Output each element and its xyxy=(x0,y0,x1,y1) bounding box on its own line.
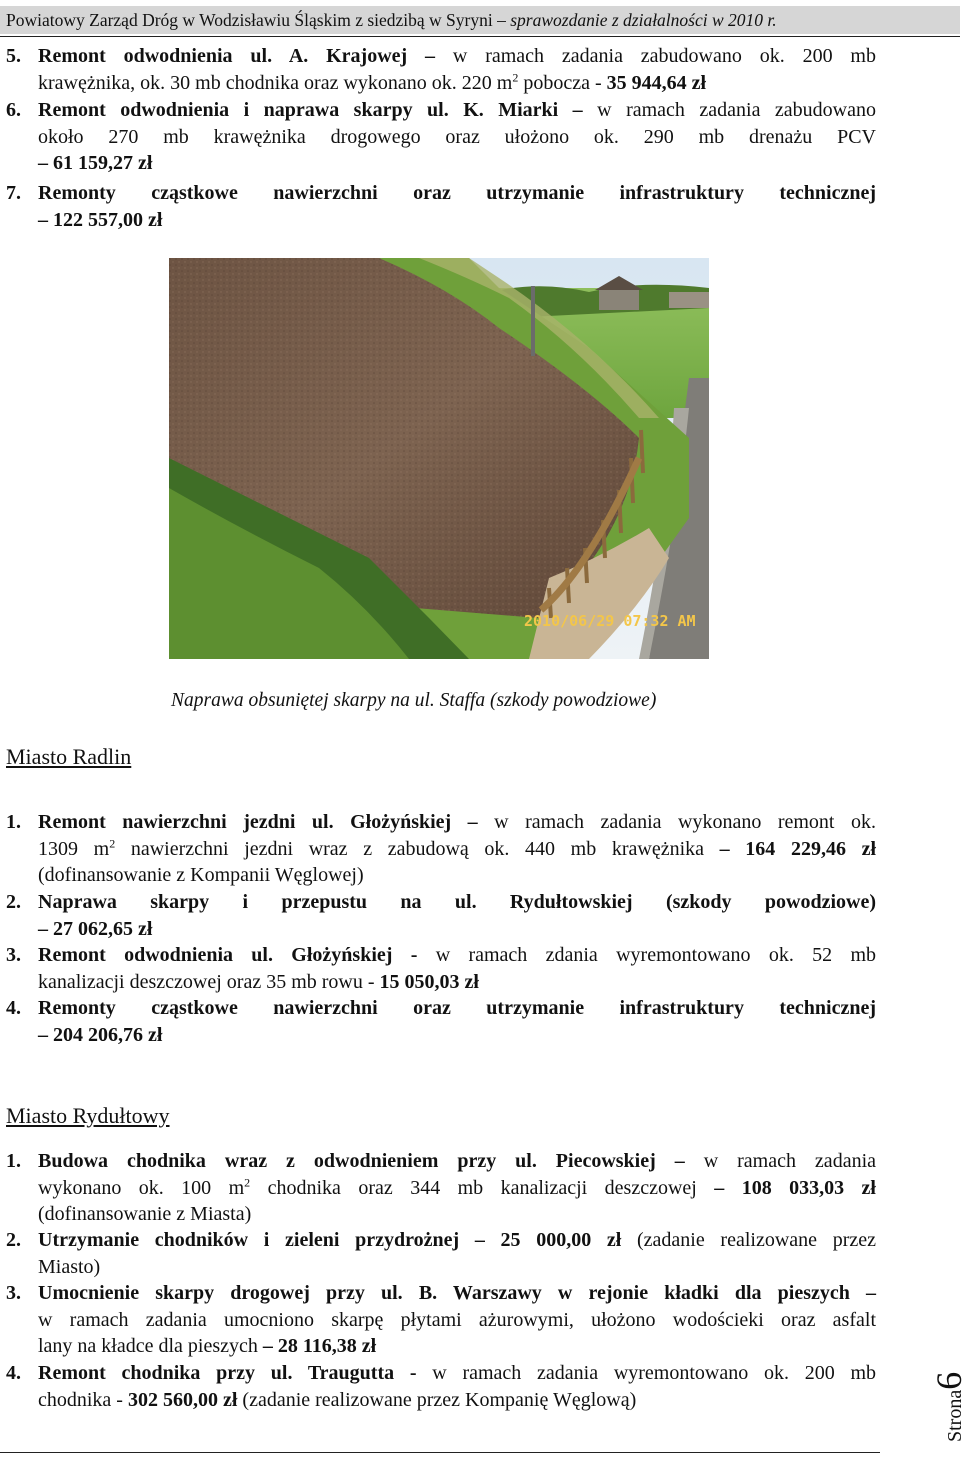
photo-caption: Naprawa obsuniętej skarpy na ul. Staffa (szkody powodziowe) xyxy=(171,690,657,711)
list-item xyxy=(6,942,876,995)
item-line xyxy=(38,969,876,996)
text: (zadanie realizowane przez xyxy=(621,1229,876,1251)
bold-text: – 204 206,76 zł xyxy=(38,1023,163,1046)
slope-photo xyxy=(169,258,709,659)
bold-text: – 122 557,00 zł xyxy=(38,208,163,231)
item-line xyxy=(38,207,876,234)
text: wykonano ok. 100 m xyxy=(38,1176,245,1199)
photo-timestamp: 2010/06/29 07:32 AM xyxy=(524,612,696,630)
item-body xyxy=(38,1227,876,1280)
item-line xyxy=(38,1148,876,1175)
item-line xyxy=(38,43,876,70)
item-number: 4. xyxy=(6,1362,21,1384)
bold-text: Remonty cząstkowe nawierzchni oraz utrzymanie infrastruktury technicznej xyxy=(38,182,876,204)
superscript: 2 xyxy=(109,835,116,850)
item-body xyxy=(38,889,876,942)
item-line xyxy=(38,1333,876,1360)
page-header xyxy=(0,6,960,34)
bold-text: Remonty cząstkowe nawierzchni oraz utrzymanie infrastruktury technicznej xyxy=(38,997,876,1019)
bold-text: – 164 229,46 zł xyxy=(719,837,877,860)
bold-text: – 61 159,27 zł xyxy=(38,152,153,174)
item-number: 7. xyxy=(6,182,21,204)
item-number: 2. xyxy=(6,1229,21,1251)
bold-text: Umocnienie skarpy drogowej przy ul. B. Warszawy w rejonie kładki dla pieszych – xyxy=(38,1282,876,1304)
text: (zadanie realizowane przez Kompanię Węglową) xyxy=(237,1388,637,1411)
item-body xyxy=(38,1280,876,1360)
bold-text: Remont odwodnienia ul. A. Krajowej – xyxy=(38,45,436,67)
item-number: 3. xyxy=(6,944,21,966)
text: chodnika oraz 344 mb kanalizacji deszczowej xyxy=(250,1176,715,1199)
item-line xyxy=(38,1175,876,1202)
item-number: 3. xyxy=(6,1282,21,1304)
superscript: 2 xyxy=(244,1174,251,1189)
text: w ramach zadania xyxy=(684,1150,876,1172)
text: w ramach zdania wyremontowano ok. 52 mb xyxy=(417,944,876,966)
item-line xyxy=(38,836,876,863)
text: około 270 mb krawężnika drogowego oraz ułożono ok. 290 mb drenażu PCV xyxy=(38,125,876,148)
bold-text: Remont chodnika przy ul. Traugutta - xyxy=(38,1362,417,1384)
text: (dofinansowanie z Miasta) xyxy=(38,1203,252,1225)
item-line xyxy=(38,1254,876,1281)
text: krawężnika, ok. 30 mb chodnika oraz wykonano ok. 220 m xyxy=(38,71,513,94)
item-number: 1. xyxy=(6,811,21,833)
list-item xyxy=(6,1280,876,1360)
item-line xyxy=(38,124,876,151)
text: (dofinansowanie z Kompanii Węglowej) xyxy=(38,864,364,886)
bold-text: Remont odwodnienia ul. Głożyńskiej - xyxy=(38,944,418,966)
bold-text: 35 944,64 zł xyxy=(606,71,707,94)
item-line xyxy=(38,180,876,207)
item-body xyxy=(38,1360,876,1413)
bold-text: Utrzymanie chodników i zieleni przydrożnej – 25 000,00 zł xyxy=(38,1229,622,1251)
item-line xyxy=(38,889,876,916)
text: w ramach zadania wykonano remont ok. xyxy=(477,811,876,833)
bold-text: Naprawa skarpy i przepustu na ul. Rydułtowskiej (szkody powodziowe) xyxy=(38,891,876,913)
item-line xyxy=(38,70,876,97)
item-line xyxy=(38,1201,876,1228)
item-line xyxy=(38,1022,876,1049)
item-line xyxy=(38,1387,876,1414)
item-body xyxy=(38,180,876,233)
item-number: 6. xyxy=(6,99,21,121)
page-num: 6 xyxy=(929,1371,969,1390)
text: 1309 m xyxy=(38,837,110,860)
header-org: Powiatowy Zarząd Dróg w Wodzisławiu Śląskim z siedzibą w Syryni – xyxy=(6,10,506,30)
list-item xyxy=(6,180,876,233)
item-line xyxy=(38,862,876,889)
footer-rule xyxy=(0,1452,880,1453)
list-item xyxy=(6,43,876,96)
list-item xyxy=(6,1148,876,1228)
superscript: 2 xyxy=(512,69,519,84)
item-line xyxy=(38,916,876,943)
item-number: 5. xyxy=(6,45,21,67)
item-body xyxy=(38,43,876,96)
item-line xyxy=(38,809,876,836)
page-word: Strona xyxy=(944,1389,966,1442)
item-body xyxy=(38,995,876,1048)
text: Miasto) xyxy=(38,1255,101,1278)
list-item xyxy=(6,809,876,889)
item-body xyxy=(38,97,876,177)
item-line xyxy=(38,1360,876,1387)
header-rule xyxy=(0,36,960,37)
item-line xyxy=(38,1307,876,1334)
list-item xyxy=(6,995,876,1048)
page-number xyxy=(920,1342,970,1442)
item-line xyxy=(38,150,876,177)
item-number: 2. xyxy=(6,891,21,913)
slope-photo-image xyxy=(169,258,709,659)
text: pobocza - xyxy=(518,71,607,94)
bold-text: Remont odwodnienia i naprawa skarpy ul. K. Miarki – xyxy=(38,99,583,121)
bold-text: – 28 116,38 zł xyxy=(262,1335,377,1357)
text: w ramach zadania wyremontowano ok. 200 mb xyxy=(416,1362,877,1384)
item-line xyxy=(38,942,876,969)
bold-text: 302 560,00 zł xyxy=(127,1388,238,1411)
header-report: sprawozdanie z działalności w 2010 r. xyxy=(510,10,777,30)
list-item xyxy=(6,1227,876,1280)
bold-text: – 27 062,65 zł xyxy=(38,917,153,940)
text: nawierzchni jezdni wraz z zabudową ok. 440 mb krawężnika xyxy=(115,837,720,860)
text: w ramach zadania umocniono skarpę płytami ażurowymi, ułożono wodościeki oraz asfalt xyxy=(38,1308,876,1331)
item-body xyxy=(38,1148,876,1228)
list-item xyxy=(6,97,876,177)
bold-text: Budowa chodnika wraz z odwodnieniem przy ul. Piecowskiej – xyxy=(38,1150,685,1172)
item-line xyxy=(38,97,876,124)
item-number: 4. xyxy=(6,997,21,1019)
bold-text: – 108 033,03 zł xyxy=(714,1176,876,1199)
item-line xyxy=(38,995,876,1022)
text: w ramach zadania zabudowano ok. 200 mb xyxy=(435,45,876,67)
section-title-rydultowy: Miasto Rydułtowy xyxy=(6,1103,170,1128)
list-item xyxy=(6,889,876,942)
item-body xyxy=(38,809,876,889)
text: chodnika - xyxy=(38,1388,128,1411)
text: w ramach zadania zabudowano xyxy=(582,99,876,121)
text: lany na kładce dla pieszych xyxy=(38,1335,263,1357)
item-body xyxy=(38,942,876,995)
item-line xyxy=(38,1227,876,1254)
item-number: 1. xyxy=(6,1150,21,1172)
item-line xyxy=(38,1280,876,1307)
bold-text: 15 050,03 zł xyxy=(379,970,479,993)
bold-text: Remont nawierzchni jezdni ul. Głożyńskiej – xyxy=(38,811,478,833)
text: kanalizacji deszczowej oraz 35 mb rowu - xyxy=(38,970,380,993)
list-item xyxy=(6,1360,876,1413)
section-title-radlin: Miasto Radlin xyxy=(6,744,132,769)
